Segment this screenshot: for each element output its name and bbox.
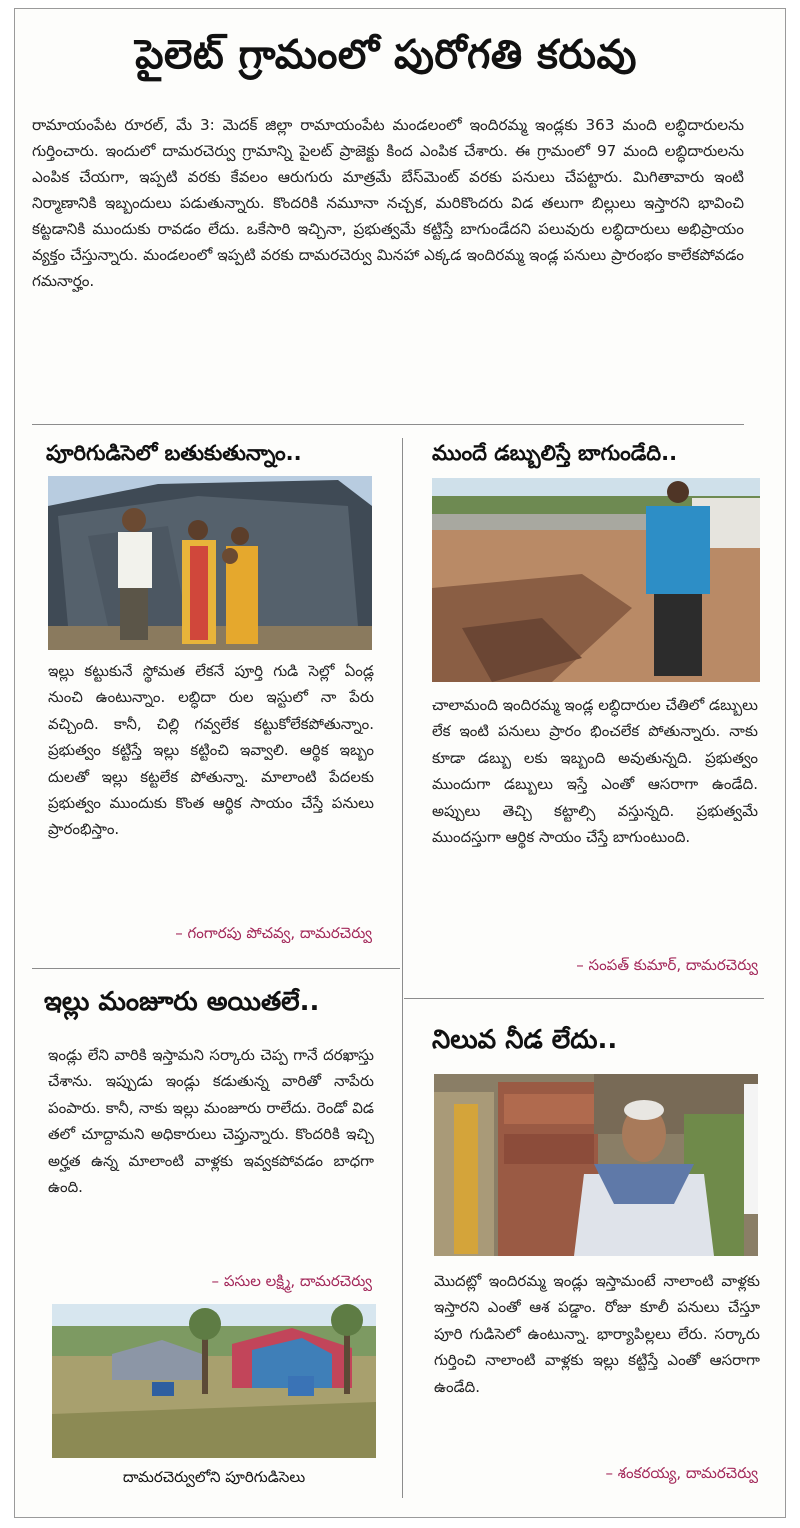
hut-family-image [48, 476, 372, 650]
story-1-title: పూరిగుడిసెలో బతుకుతున్నాం.. [46, 441, 302, 465]
column-divider [402, 438, 403, 1498]
story-1-body: ఇల్లు కట్టుకునే స్థోమత లేకనే పూర్తి గుడి సెల్లో ఏండ్ల నుంచి ఉంటున్నాం. లబ్ధిదా రుల ఇస్టులో నా పేరు వచ్చింది. కానీ, చిల్లి గవ్వలేక కట్టుకోలేకపోతున్నాం. ప్రభుత్వం కట్టిస్తే ఇల్లు కట్టించి ఇవ్వాలి. ఆర్థిక ఇబ్బం దులతో ఇల్లు కట్టలేక పోతున్నా. మాలాంటి పేదలకు ప్రభుత్వం ముందుకు కొంత ఆర్థిక సాయం చేస్తే పనులు ప్రారంభిస్తాం. [48, 662, 374, 839]
right-story-divider [404, 998, 764, 999]
story-2-body: చాలామంది ఇందిరమ్మ ఇండ్ల లబ్ధిదారుల చేతిలో డబ్బులు లేక ఇంటి పనులు ప్రారం భించలేక పోతున్నారు. నాకు కూడా డబ్బు లకు ఇబ్బంది అవుతున్నది. ప్రభుత్వం ముందుగా డబ్బులు ఇస్తే ఎంతో ఆసరాగా ఉండేది. అప్పులు తెచ్చి కట్టాల్సి వస్తున్నది. ప్రభుత్వమే ముందస్తుగా ఆర్థిక సాయం చేస్తే బాగుంటుంది. [432, 696, 758, 847]
left-story-divider [32, 968, 400, 969]
construction-site-image [432, 478, 760, 682]
story-2-title: ముందే డబ్బులిస్తే బాగుండేది.. [432, 441, 678, 465]
section-divider [32, 424, 744, 425]
story-3-photo [52, 1304, 376, 1458]
story-3-body: ఇండ్లు లేని వారికి ఇస్తామని సర్కారు చెప్ప గానే దరఖాస్తు చేశాను. ఇప్పుడు ఇండ్లు కడుతున్న వారితో నాపేరు పంపారు. కానీ, నాకు ఇల్లు మంజూరు రాలేదు. రెండో విడ తలో చూద్దామని అధికారులు చెప్తున్నారు. కొందరికి ఇచ్చి అర్హత ఉన్న మాలాంటి వాళ్లకు ఇవ్వకపోవడం బాధగా ఉంది. [48, 1046, 374, 1197]
story-3-title: ఇల్లు మంజూరు అయితలే.. [44, 987, 320, 1017]
story-1-photo [48, 476, 372, 650]
story-4-byline: – శంకరయ్య, దామరచెర్వు [605, 1464, 758, 1482]
huts-village-image [52, 1304, 376, 1458]
story-4-title: నిలువ నీడ లేదు.. [432, 1025, 618, 1055]
headline: పైలెట్ గ్రామంలో పురోగతి కరువు [135, 32, 637, 78]
lead-paragraph: రామాయంపేట రూరల్, మే 3: మెదక్ జిల్లా రామాయంపేట మండలంలో ఇందిరమ్మ ఇండ్లకు 363 మంది లబ్ధిదారులను గుర్తించారు. ఇందులో దామరచెర్వు గ్రామాన్ని పైలట్ ప్రాజెక్టు కింద ఎంపిక చేశారు. ఈ గ్రామంలో 97 మంది లబ్ధిదారులను ఎంపిక చేయగా, ఇప్పటి వరకు కేవలం ఆరుగురు మాత్రమే బేస్‌మెంట్ వరకు పనులు చేపట్టారు. మిగితావారు ఇంటి నిర్మాణానికి ఇబ్బందులు పడుతున్నారు. కొందరికి నమూనా నచ్చక, మరికొందరు విడ తలుగా బిల్లులు ఇస్తారని భావించి కట్టడానికి ముందుకు రావడం లేదు. ఒకేసారి ఇచ్చినా, ప్రభుత్వమే కట్టిస్తే బాగుండేదని పలువురు లబ్ధిదారులు అభిప్రాయం వ్యక్తం చేస్తున్నారు. మండలంలో ఇప్పటి వరకు దామరచెర్వు మినహా ఎక్కడ ఇందిరమ్మ ఇండ్ల పనులు ప్రారంభం కాలేకపోవడం గమనార్హం. [32, 116, 744, 290]
elderly-man-ruin-image [434, 1074, 758, 1256]
story-2-photo [432, 478, 760, 682]
story-1-byline: – గంగారపు పోచవ్వ, దామరచెర్వు [175, 924, 372, 942]
story-2-byline: – సంపత్ కుమార్, దామరచెర్వు [576, 956, 758, 974]
story-3-byline: – పసుల లక్ష్మి, దామరచెర్వు [211, 1272, 372, 1290]
story-4-photo [434, 1074, 758, 1256]
story-4-body: మొదట్లో ఇందిరమ్మ ఇండ్లు ఇస్తామంటే నాలాంటి వాళ్లకు ఇస్తారని ఎంతో ఆశ పడ్డాం. రోజు కూలీ పనులు చేస్తూ పూరి గుడిసెలో ఉంటున్నా. భార్యాపిల్లలు లేరు. సర్కారు గుర్తించి నాలాంటి వాళ్లకు ఇల్లు కట్టిస్తే ఎంతో ఆసరాగా ఉండేది. [434, 1272, 760, 1396]
story-3-photo-caption: దామరచెర్వులోని పూరిగుడిసెలు [122, 1468, 306, 1486]
